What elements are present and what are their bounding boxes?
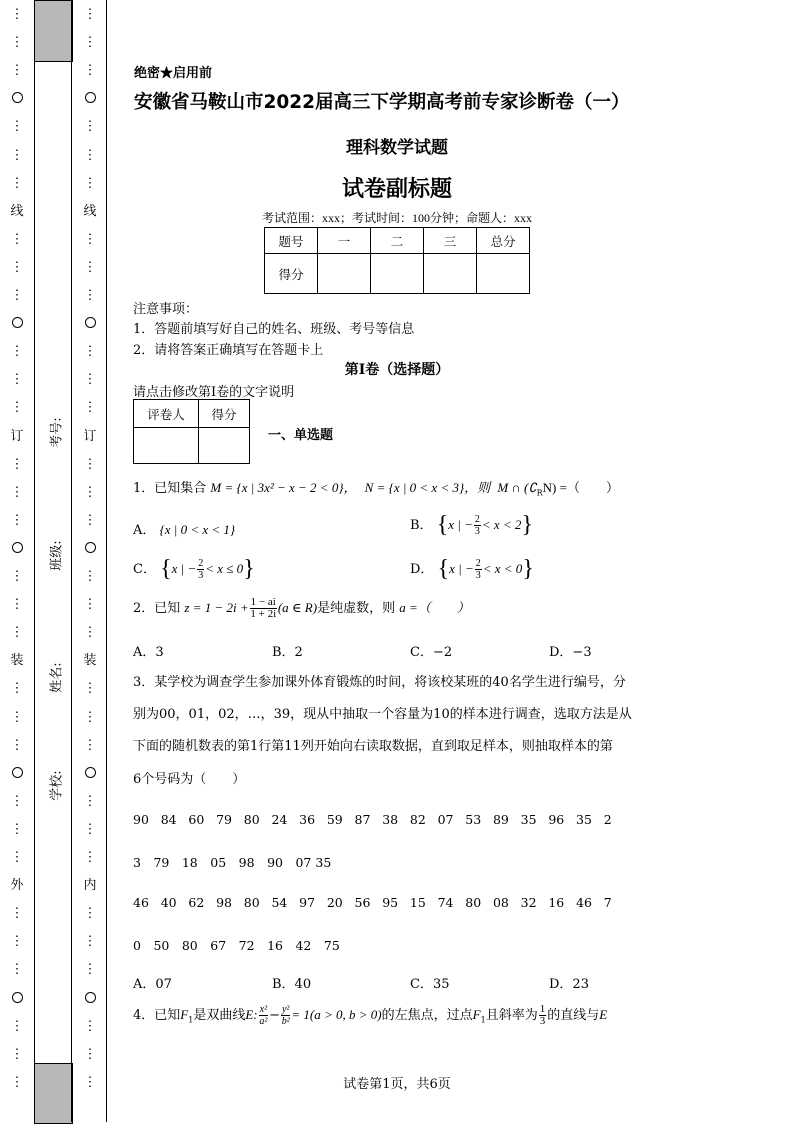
margin-dots: ⋮ — [10, 119, 24, 135]
margin-dots: ⋮ — [10, 597, 24, 613]
margin-dots: ⋮ — [10, 962, 24, 978]
option-label: B． — [410, 518, 433, 533]
page-footer: 试卷第1页，共6页 — [343, 1077, 451, 1092]
margin-dots: ⋮ — [83, 484, 97, 500]
random-number: 56 — [354, 895, 371, 910]
option-text: < x < 2 — [481, 517, 522, 532]
margin-char: 装 — [10, 653, 24, 669]
q4-f1-sub: 1 — [188, 1015, 194, 1025]
grader-cell[interactable] — [134, 428, 199, 464]
notes-item: 2．请将答案正确填写在答题卡上 — [133, 343, 324, 358]
margin-dots: ⋮ — [83, 597, 97, 613]
margin-dots: ⋮ — [10, 1074, 24, 1090]
margin-dots: ⋮ — [83, 681, 97, 697]
margin-dots: ⋮ — [83, 709, 97, 725]
margin-dots: ⋮ — [83, 569, 97, 584]
q2-z: z = 1 − 2i + — [184, 600, 249, 615]
q4-e: E: — [245, 1007, 258, 1022]
question-1-stem — [133, 477, 619, 498]
question-2-stem — [133, 597, 470, 620]
q4-text: 的左焦点，过点 — [381, 1008, 473, 1023]
q3-option-b[interactable]: B．40 — [272, 977, 312, 992]
margin-circle-icon — [80, 542, 100, 557]
grader-table — [133, 399, 250, 464]
q2-option-b[interactable]: B．2 — [272, 645, 303, 660]
score-header-cell: 总分 — [477, 228, 530, 254]
random-number: 7 — [603, 895, 612, 910]
margin-dots: ⋮ — [83, 934, 97, 950]
random-number: 74 — [437, 895, 454, 910]
score-header-cell: 一 — [318, 228, 371, 254]
margin-dots: ⋮ — [10, 906, 24, 922]
margin-circle-icon — [7, 767, 27, 782]
notes-title: 注意事项： — [133, 302, 199, 317]
fraction: $\frac{1 - ai}{1 + 2i}$ — [250, 596, 277, 620]
random-number: 98 — [216, 895, 232, 910]
option-text: x | − — [449, 561, 474, 576]
random-number: 80 — [243, 895, 260, 910]
q2-end: a =（ ） — [399, 600, 470, 615]
fraction: $\frac{1}{3}$ — [539, 1003, 546, 1027]
section-heading: 一、单选题 — [268, 428, 334, 443]
q2-text: 是纯虚数，则 — [317, 601, 396, 616]
margin-dots: ⋮ — [83, 1018, 97, 1034]
margin-circle-icon — [80, 92, 100, 107]
margin-dots: ⋮ — [10, 231, 24, 247]
margin-dots: ⋮ — [83, 906, 97, 922]
q4-f1-sub: 1 — [480, 1015, 486, 1025]
confidential-mark: 绝密★启用前 — [134, 66, 213, 81]
q1-set-m: M = {x | 3x² − x − 2 < 0}， — [210, 480, 357, 495]
random-number: 15 — [409, 895, 426, 910]
margin-gray-band-top — [34, 0, 73, 62]
option-text: x | − — [448, 517, 473, 532]
q2-domain: (a ∈ R) — [277, 600, 318, 615]
grader-header: 得分 — [199, 400, 250, 428]
margin-dots: ⋮ — [10, 35, 24, 51]
score-header-cell: 三 — [424, 228, 477, 254]
margin-dots: ⋮ — [10, 569, 24, 584]
margin-char: 线 — [83, 203, 97, 219]
random-number: 53 — [465, 812, 482, 827]
random-number: 16 — [548, 895, 565, 910]
option-label: D． — [410, 562, 434, 577]
margin-dots: ⋮ — [10, 400, 24, 416]
random-number: 38 — [382, 812, 399, 827]
q3-option-a[interactable]: A．07 — [133, 977, 172, 992]
part1-title: 第I卷（选择题） — [344, 362, 450, 378]
q2-option-d[interactable]: D．−3 — [549, 645, 592, 660]
margin-circle-icon — [80, 767, 100, 782]
grader-cell[interactable] — [199, 428, 250, 464]
margin-line-inner — [106, 0, 107, 1122]
margin-dots: ⋮ — [10, 344, 24, 360]
option-text: {x | 0 < x < 1} — [159, 522, 236, 537]
random-table-row-2-wrap: 0 50 80 67 72 16 42 75 — [133, 938, 340, 953]
score-header-cell: 二 — [371, 228, 424, 254]
question-3-line: 下面的随机数表的第1行第11列开始向右读取数据，直到取足样本，则抽取样本的第 — [133, 739, 613, 754]
field-exam-number-label: 考号: — [49, 417, 65, 448]
margin-dots: ⋮ — [10, 709, 24, 725]
field-name-label: 姓名: — [49, 662, 65, 693]
exam-info: 考试范围：xxx；考试时间：100分钟；命题人：xxx — [261, 211, 532, 225]
field-class-label: 班级: — [49, 540, 65, 571]
q4-text: 的直线与 — [547, 1008, 600, 1023]
random-number: 96 — [548, 812, 565, 827]
q1-option-b[interactable]: B． {x | − $\frac{2}{3}$ < x < 2} — [410, 512, 533, 538]
margin-dots: ⋮ — [83, 850, 97, 865]
random-number: 24 — [271, 812, 288, 827]
margin-dots: ⋮ — [83, 821, 97, 837]
margin-circle-icon — [80, 317, 100, 332]
margin-line-middle — [71, 0, 72, 1122]
random-number: 62 — [188, 895, 205, 910]
margin-dots: ⋮ — [10, 63, 24, 79]
option-text: < x < 0 — [482, 561, 523, 576]
option-label: C． — [133, 562, 156, 577]
option-text: x | − — [171, 561, 197, 576]
random-number: 2 — [603, 812, 612, 827]
random-number: 60 — [188, 812, 205, 827]
margin-dots: ⋮ — [10, 681, 24, 697]
option-text: < x ≤ 0 — [205, 561, 244, 576]
q1-expr-end: N) =（ ） — [542, 480, 619, 495]
random-number: 40 — [160, 895, 177, 910]
random-number: 82 — [409, 812, 426, 827]
random-table-row-2 — [133, 895, 618, 910]
random-number: 54 — [271, 895, 288, 910]
random-number: 46 — [133, 895, 149, 910]
margin-dots: ⋮ — [10, 737, 24, 753]
margin-dots: ⋮ — [83, 456, 97, 472]
margin-dots: ⋮ — [83, 119, 97, 135]
margin-dots: ⋮ — [10, 372, 24, 388]
random-number: 80 — [465, 895, 482, 910]
field-school-label: 学校: — [49, 770, 65, 801]
score-cell[interactable] — [371, 254, 424, 294]
random-number: 97 — [299, 895, 316, 910]
margin-dots: ⋮ — [83, 35, 97, 51]
random-number: 90 — [133, 812, 149, 827]
random-number: 36 — [299, 812, 316, 827]
margin-char: 线 — [10, 203, 24, 219]
random-number: 79 — [216, 812, 232, 827]
q1-option-d[interactable]: D． {x | − $\frac{2}{3}$ < x < 0} — [410, 556, 534, 582]
margin-dots: ⋮ — [10, 850, 24, 865]
margin-dots: ⋮ — [83, 1046, 97, 1062]
random-number: 80 — [243, 812, 260, 827]
q1-option-a[interactable] — [133, 519, 235, 538]
margin-line-outer — [34, 0, 35, 1122]
part1-description[interactable]: 请点击修改第I卷的文字说明 — [133, 385, 295, 400]
fraction: $\frac{\text{y²}}{\text{b²}}$ — [281, 1004, 290, 1027]
margin-dots: ⋮ — [10, 259, 24, 275]
margin-dots: ⋮ — [10, 1046, 24, 1062]
q2-option-c[interactable]: C．−2 — [410, 645, 453, 660]
random-number: 59 — [326, 812, 343, 827]
margin-char: 外 — [10, 878, 24, 894]
margin-dots: ⋮ — [83, 372, 97, 388]
margin-char: 订 — [10, 428, 24, 444]
margin-dots: ⋮ — [10, 821, 24, 837]
margin-dots: ⋮ — [10, 512, 24, 528]
margin-dots: ⋮ — [83, 737, 97, 753]
margin-dots: ⋮ — [83, 1074, 97, 1090]
margin-dots: ⋮ — [10, 625, 24, 641]
grader-header: 评卷人 — [134, 400, 199, 428]
q1-prefix: 1．已知集合 — [133, 481, 207, 496]
q2-option-a[interactable]: A．3 — [133, 645, 164, 660]
margin-dots: ⋮ — [10, 793, 24, 809]
margin-char: 装 — [83, 653, 97, 669]
random-number: 08 — [492, 895, 509, 910]
random-number: 87 — [354, 812, 371, 827]
margin-dots: ⋮ — [83, 625, 97, 641]
margin-circle-icon — [7, 992, 27, 1007]
random-number: 46 — [576, 895, 592, 910]
margin-dots: ⋮ — [83, 175, 97, 191]
random-number: 07 — [437, 812, 454, 827]
margin-dots: ⋮ — [83, 231, 97, 247]
margin-dots: ⋮ — [83, 512, 97, 528]
q3-option-c[interactable]: C．35 — [410, 977, 450, 992]
exam-subtitle: 试卷副标题 — [341, 177, 452, 202]
question-3-line: 别为00，01，02，…，39，现从中抽取一个容量为10的样本进行调查，选取方法是从 — [133, 707, 632, 722]
question-3-line: 6个号码为（ ） — [133, 772, 246, 787]
random-number: 35 — [520, 812, 537, 827]
random-number: 84 — [160, 812, 177, 827]
q4-text: 且斜率为 — [485, 1008, 538, 1023]
margin-dots: ⋮ — [10, 456, 24, 472]
margin-char: 订 — [83, 428, 97, 444]
margin-circle-icon — [7, 92, 27, 107]
q4-e-end: E — [599, 1007, 608, 1022]
q2-prefix: 2．已知 — [133, 601, 181, 616]
q4-f1: F — [472, 1007, 481, 1022]
fraction: $\frac{\text{x²}}{\text{a²}}$ — [259, 1004, 268, 1027]
random-table-row-1 — [133, 812, 618, 827]
margin-circle-icon — [80, 992, 100, 1007]
q1-expr: M ∩ (∁ — [497, 480, 537, 495]
random-table-row-1-wrap: 3 79 18 05 98 90 07 35 — [133, 855, 332, 870]
score-row-label: 得分 — [265, 254, 318, 294]
random-number: 95 — [382, 895, 399, 910]
q1-set-n: N = {x | 0 < x < 3}，则 — [364, 480, 491, 495]
q3-option-d[interactable]: D．23 — [549, 977, 589, 992]
margin-char: 内 — [83, 878, 97, 894]
score-cell[interactable] — [318, 254, 371, 294]
option-label: A． — [133, 523, 156, 538]
random-number: 20 — [326, 895, 343, 910]
score-header-cell: 题号 — [265, 228, 318, 254]
margin-dots: ⋮ — [83, 63, 97, 79]
exam-title: 安徽省马鞍山市2022届高三下学期高考前专家诊断卷（一） — [134, 92, 630, 113]
fraction: $\frac{2}{3}$ — [474, 514, 480, 537]
exam-subject: 理科数学试题 — [346, 138, 448, 158]
margin-dots: ⋮ — [10, 1018, 24, 1034]
question-4-stem: 4．已知$F_1$是双曲线E: $\frac{\text{x²}}{\text{a²}}$ − $\frac{\text{y²}}{\text{b²}}$ = 1(a > 0, b > 0)的左焦点，过点$F_1$且斜率为 $\frac{1}{3}$ 的直线与E — [133, 1003, 608, 1027]
margin-dots: ⋮ — [10, 147, 24, 163]
margin-dots: ⋮ — [10, 934, 24, 950]
q4-eq: = 1(a > 0, b > 0) — [291, 1007, 382, 1022]
random-number: 35 — [576, 812, 592, 827]
margin-dots: ⋮ — [83, 288, 97, 303]
notes-item: 1．答题前填写好自己的姓名、班级、考号等信息 — [133, 322, 415, 337]
q4-text: 是双曲线 — [193, 1008, 246, 1023]
margin-dots: ⋮ — [83, 400, 97, 416]
fraction: $\frac{2}{3}$ — [475, 558, 481, 581]
margin-dots: ⋮ — [83, 793, 97, 809]
score-table — [264, 227, 530, 294]
q1-option-c[interactable]: C． {x | − $\frac{2}{3}$ < x ≤ 0} — [133, 556, 255, 582]
margin-dots: ⋮ — [10, 7, 24, 22]
q4-prefix: 4．已知 — [133, 1008, 181, 1023]
margin-dots: ⋮ — [10, 484, 24, 500]
margin-circle-icon — [7, 542, 27, 557]
margin-dots: ⋮ — [83, 344, 97, 360]
q1-expr-sub: R — [536, 488, 543, 498]
margin-dots: ⋮ — [83, 259, 97, 275]
random-number: 32 — [520, 895, 537, 910]
fraction: $\frac{2}{3}$ — [198, 558, 204, 581]
margin-dots: ⋮ — [83, 7, 97, 22]
margin-circle-icon — [7, 317, 27, 332]
score-cell[interactable] — [424, 254, 477, 294]
score-cell[interactable] — [477, 254, 530, 294]
margin-dots: ⋮ — [10, 175, 24, 191]
margin-dots: ⋮ — [10, 288, 24, 303]
random-number: 89 — [492, 812, 509, 827]
margin-dots: ⋮ — [83, 962, 97, 978]
margin-dots: ⋮ — [83, 147, 97, 163]
q4-f1: F — [180, 1007, 189, 1022]
question-3-line: 3．某学校为调查学生参加课外体育锻炼的时间，将该校某班的40名学生进行编号，分 — [133, 675, 626, 690]
